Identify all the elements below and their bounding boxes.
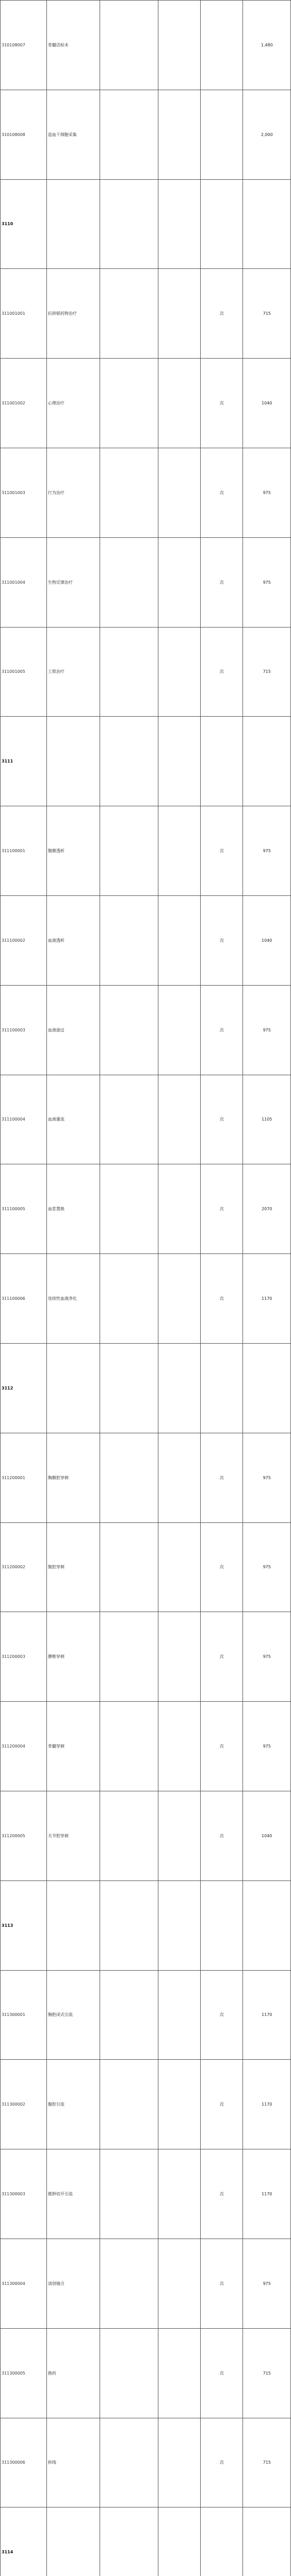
cell-name: 血液滤过 — [46, 985, 100, 1075]
cell-price: 1170 — [243, 1254, 291, 1344]
cell-content — [100, 2060, 158, 2149]
cell-code: 311200001 — [1, 1433, 47, 1522]
cell-content — [100, 2239, 158, 2328]
cell-name: 腹腔穿刺 — [46, 1522, 100, 1612]
cell-exclusions — [158, 448, 201, 537]
cell-code: 311300006 — [1, 2418, 47, 2507]
cell-exclusions — [158, 90, 201, 179]
cell-price: 975 — [243, 537, 291, 627]
cell-code: 311200004 — [1, 1702, 47, 1791]
cell-code: 310108008 — [1, 90, 47, 179]
table-row — [1, 1970, 291, 2060]
cell-code: 311300002 — [1, 2060, 47, 2149]
cell-unit: 次 — [201, 448, 243, 537]
cell-price — [243, 717, 291, 806]
cell-exclusions — [158, 717, 201, 806]
cell-name — [46, 2507, 100, 2576]
cell-content — [100, 537, 158, 627]
cell-content — [100, 2149, 158, 2239]
cell-exclusions — [158, 1702, 201, 1791]
cell-exclusions — [158, 2239, 201, 2328]
cell-exclusions — [158, 179, 201, 269]
cell-content — [100, 2507, 158, 2576]
table-row — [1, 2418, 291, 2507]
table-row — [1, 2060, 291, 2149]
table-row — [1, 537, 291, 627]
cell-price: 975 — [243, 1702, 291, 1791]
cell-content — [100, 359, 158, 448]
cell-content — [100, 627, 158, 717]
cell-unit: 次 — [201, 359, 243, 448]
cell-content — [100, 1, 158, 90]
cell-unit: 次 — [201, 1433, 243, 1522]
cell-content — [100, 2418, 158, 2507]
cell-name: 脓肿切开引流 — [46, 2149, 100, 2239]
cell-content — [100, 985, 158, 1075]
cell-content — [100, 1075, 158, 1164]
cell-code: 311001005 — [1, 627, 47, 717]
cell-price: 1040 — [243, 895, 291, 985]
cell-name: 腹膜透析 — [46, 806, 100, 896]
cell-unit — [201, 90, 243, 179]
cell-content — [100, 90, 158, 179]
cell-name: 骨髓活检术 — [46, 1, 100, 90]
cell-price: 715 — [243, 627, 291, 717]
cell-content — [100, 448, 158, 537]
cell-code: 311300001 — [1, 1970, 47, 2060]
table-row — [1, 985, 291, 1075]
cell-name: 胸膜腔穿刺 — [46, 1433, 100, 1522]
cell-code: 311200002 — [1, 1522, 47, 1612]
cell-name: 心理治疗 — [46, 359, 100, 448]
cell-exclusions — [158, 269, 201, 359]
table-row — [1, 1791, 291, 1880]
cell-price: 975 — [243, 448, 291, 537]
cell-exclusions — [158, 1, 201, 90]
cell-exclusions — [158, 1075, 201, 1164]
cell-price: 715 — [243, 269, 291, 359]
cell-name: 行为治疗 — [46, 448, 100, 537]
cell-content — [100, 1702, 158, 1791]
cell-unit: 次 — [201, 2418, 243, 2507]
cell-name: 造血干细胞采集 — [46, 90, 100, 179]
cell-name — [46, 179, 100, 269]
cell-unit: 次 — [201, 1970, 243, 2060]
cell-unit: 次 — [201, 1791, 243, 1880]
table-row — [1, 448, 291, 537]
cell-code: 3110 — [1, 179, 47, 269]
cell-content — [100, 179, 158, 269]
cell-exclusions — [158, 2418, 201, 2507]
cell-unit — [201, 179, 243, 269]
cell-exclusions — [158, 1164, 201, 1254]
table-row — [1, 1075, 291, 1164]
table-row — [1, 1164, 291, 1254]
cell-name: 血液透析 — [46, 895, 100, 985]
cell-unit: 次 — [201, 627, 243, 717]
table-row — [1, 806, 291, 896]
cell-code: 311001003 — [1, 448, 47, 537]
table-row — [1, 1612, 291, 1702]
cell-price: 975 — [243, 1612, 291, 1702]
cell-name — [46, 1343, 100, 1433]
cell-content — [100, 806, 158, 896]
cell-content — [100, 1880, 158, 1970]
cell-code: 311200005 — [1, 1791, 47, 1880]
cell-exclusions — [158, 806, 201, 896]
table-row — [1, 2328, 291, 2418]
cell-unit: 次 — [201, 1254, 243, 1344]
cell-code: 311200003 — [1, 1612, 47, 1702]
cell-code: 311001001 — [1, 269, 47, 359]
cell-code: 311300004 — [1, 2239, 47, 2328]
cell-exclusions — [158, 627, 201, 717]
cell-code: 311100003 — [1, 985, 47, 1075]
cell-unit — [201, 1, 243, 90]
cell-name: 换药 — [46, 2328, 100, 2418]
table-row — [1, 90, 291, 179]
cell-code: 3112 — [1, 1343, 47, 1433]
cell-code: 311001004 — [1, 537, 47, 627]
cell-name: 工娱治疗 — [46, 627, 100, 717]
cell-unit: 次 — [201, 1612, 243, 1702]
cell-price: 715 — [243, 2418, 291, 2507]
cell-price: 1105 — [243, 1075, 291, 1164]
fee-table-body — [1, 1, 291, 2576]
table-row — [1, 269, 291, 359]
cell-exclusions — [158, 985, 201, 1075]
cell-exclusions — [158, 2507, 201, 2576]
cell-price: 1040 — [243, 359, 291, 448]
cell-exclusions — [158, 1254, 201, 1344]
cell-exclusions — [158, 895, 201, 985]
cell-name: 血液灌流 — [46, 1075, 100, 1164]
cell-content — [100, 1164, 158, 1254]
cell-price: 1040 — [243, 1791, 291, 1880]
cell-name: 胸腔闭式引流 — [46, 1970, 100, 2060]
cell-name: 关节腔穿刺 — [46, 1791, 100, 1880]
table-row — [1, 627, 291, 717]
cell-code: 311300003 — [1, 2149, 47, 2239]
cell-unit: 次 — [201, 1522, 243, 1612]
cell-name — [46, 1880, 100, 1970]
cell-unit: 次 — [201, 2149, 243, 2239]
cell-price: 975 — [243, 806, 291, 896]
cell-price — [243, 179, 291, 269]
table-row — [1, 1702, 291, 1791]
cell-content — [100, 717, 158, 806]
cell-exclusions — [158, 1343, 201, 1433]
cell-price: 975 — [243, 2239, 291, 2328]
cell-name: 清创缝合 — [46, 2239, 100, 2328]
table-row — [1, 717, 291, 806]
cell-unit: 次 — [201, 1164, 243, 1254]
cell-content — [100, 1612, 158, 1702]
cell-price: 1170 — [243, 1970, 291, 2060]
cell-price: 975 — [243, 985, 291, 1075]
cell-content — [100, 895, 158, 985]
cell-content — [100, 1791, 158, 1880]
cell-exclusions — [158, 2149, 201, 2239]
cell-content — [100, 1433, 158, 1522]
cell-unit — [201, 2507, 243, 2576]
cell-name: 血浆置换 — [46, 1164, 100, 1254]
cell-name: 生物反馈治疗 — [46, 537, 100, 627]
cell-exclusions — [158, 2060, 201, 2149]
cell-content — [100, 1970, 158, 2060]
cell-name: 连续性血液净化 — [46, 1254, 100, 1344]
table-row — [1, 2507, 291, 2576]
cell-exclusions — [158, 1433, 201, 1522]
table-row — [1, 1880, 291, 1970]
cell-code: 311001002 — [1, 359, 47, 448]
table-row — [1, 1254, 291, 1344]
table-row — [1, 179, 291, 269]
cell-price — [243, 1343, 291, 1433]
cell-price: 1170 — [243, 2060, 291, 2149]
cell-exclusions — [158, 1612, 201, 1702]
cell-price: 1,480 — [243, 1, 291, 90]
cell-price — [243, 1880, 291, 1970]
table-row — [1, 1, 291, 90]
cell-name: 骨髓穿刺 — [46, 1702, 100, 1791]
cell-price: 2,000 — [243, 90, 291, 179]
cell-exclusions — [158, 1522, 201, 1612]
table-row — [1, 895, 291, 985]
cell-price: 2070 — [243, 1164, 291, 1254]
cell-unit: 次 — [201, 985, 243, 1075]
cell-price: 975 — [243, 1522, 291, 1612]
cell-exclusions — [158, 1970, 201, 2060]
table-row — [1, 1433, 291, 1522]
cell-price — [243, 2507, 291, 2576]
cell-unit: 次 — [201, 895, 243, 985]
cell-price: 715 — [243, 2328, 291, 2418]
cell-name: 腹腔引流 — [46, 2060, 100, 2149]
table-row — [1, 1343, 291, 1433]
cell-code: 311100004 — [1, 1075, 47, 1164]
cell-name: 腰椎穿刺 — [46, 1612, 100, 1702]
cell-name — [46, 717, 100, 806]
cell-price: 1170 — [243, 2149, 291, 2239]
cell-unit: 次 — [201, 806, 243, 896]
cell-code: 311100001 — [1, 806, 47, 896]
cell-unit: 次 — [201, 537, 243, 627]
cell-exclusions — [158, 1880, 201, 1970]
cell-exclusions — [158, 2328, 201, 2418]
cell-code: 310108007 — [1, 1, 47, 90]
cell-code: 311100002 — [1, 895, 47, 985]
table-row — [1, 359, 291, 448]
cell-content — [100, 2328, 158, 2418]
cell-code: 311100006 — [1, 1254, 47, 1344]
cell-exclusions — [158, 1791, 201, 1880]
cell-unit — [201, 1343, 243, 1433]
cell-code: 3111 — [1, 717, 47, 806]
cell-code: 3113 — [1, 1880, 47, 1970]
cell-content — [100, 1522, 158, 1612]
table-row — [1, 2239, 291, 2328]
cell-code: 3114 — [1, 2507, 47, 2576]
cell-content — [100, 1254, 158, 1344]
cell-exclusions — [158, 537, 201, 627]
cell-content — [100, 269, 158, 359]
cell-name: 抗抑郁药物治疗 — [46, 269, 100, 359]
cell-unit — [201, 1880, 243, 1970]
cell-name: 拆线 — [46, 2418, 100, 2507]
cell-unit: 次 — [201, 2328, 243, 2418]
table-row — [1, 2149, 291, 2239]
cell-code: 311300005 — [1, 2328, 47, 2418]
table-row — [1, 1522, 291, 1612]
cell-unit: 次 — [201, 269, 243, 359]
cell-content — [100, 1343, 158, 1433]
cell-unit — [201, 717, 243, 806]
cell-unit: 次 — [201, 2239, 243, 2328]
cell-exclusions — [158, 359, 201, 448]
cell-unit: 次 — [201, 1702, 243, 1791]
cell-unit: 次 — [201, 2060, 243, 2149]
cell-code: 311100005 — [1, 1164, 47, 1254]
cell-price: 975 — [243, 1433, 291, 1522]
cell-unit: 次 — [201, 1075, 243, 1164]
